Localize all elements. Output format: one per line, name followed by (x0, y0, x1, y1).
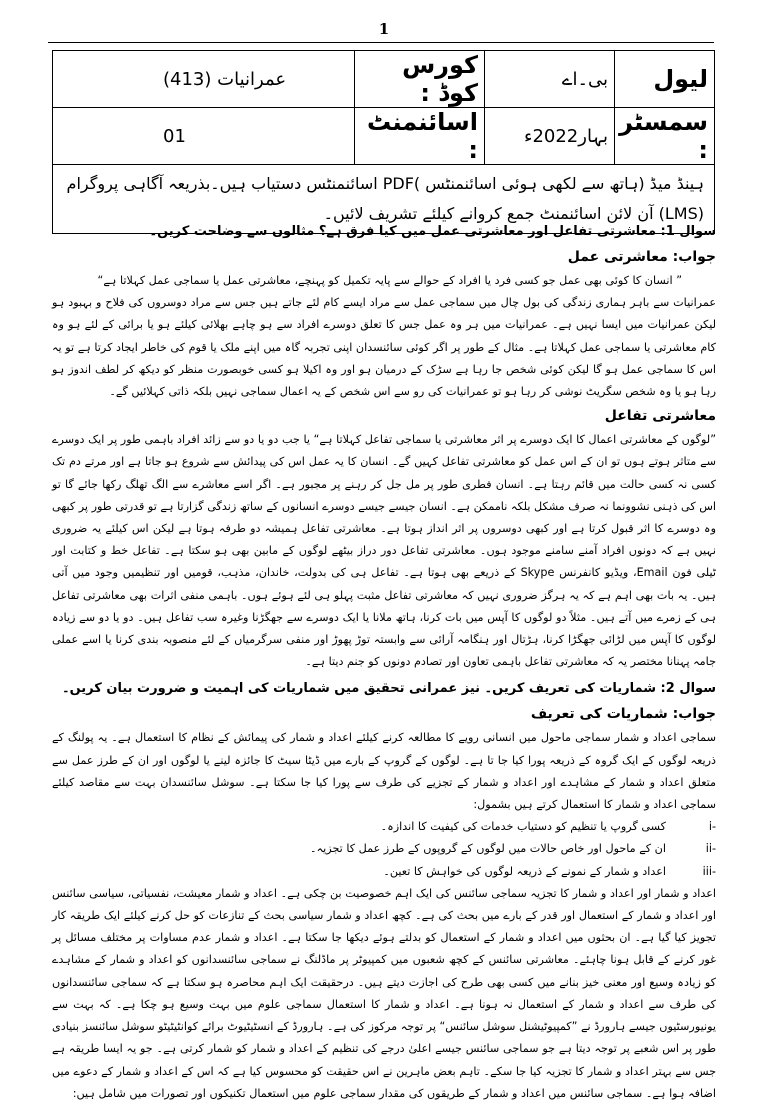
semester-label: سمسٹر : (615, 108, 715, 165)
paragraph: سماجی اعداد و شمار سماجی ماحول میں انسانی رویے کا مطالعہ کرنے کیلئے اعداد و شمار کی پیمائش کے نظام کا استعمال ہے۔ یہ پولنگ کے ذریعہ لوگوں کے ایک گروہ کے ذریعہ پورا کیا جا تا ہے۔ لوگوں کے گروپ کے بارے میں ڈیٹا سیٹ کا جائزہ لینے یا لوگوں اور ان کے طرز عمل سے متعلق اعداد و شمار کے مشاہدے اور اعداد و شمار کے تجزیے کی طرف سے پورا کیا جا سکتا ہے۔ سوشل سائنسدان بہت سے مقاصد کیلئے سماجی اعداد و شمار کا استعمال کرتے ہیں بشمول: (52, 731, 716, 812)
list-number: -i (708, 820, 716, 834)
assignment-label: اسائنمنٹ : (355, 108, 485, 165)
answer-1-heading: جواب: معاشرتی عمل (567, 249, 716, 265)
level-label: لیول (615, 51, 715, 108)
course-code-label: کورس کوڈ : (355, 51, 485, 108)
top-rule (48, 42, 714, 43)
paragraph: عمرانیات سے باہر ہماری زندگی کی بول چال میں سماجی عمل سے مراد ایسے کام لئے جاتے ہیں جس سے مراد دوسروں کی فلاح و بہبود ہو لیکن عمرانیات میں ایسا نہیں ہے۔ عمرانیات میں ہر وہ عمل جس کا تعلق دوسرے افراد سے ہو چاہے بھلائی کیلئے ہو یا برائی کے لئے ہو وہ کام معاشرتی یا سماجی عمل کہلاتا ہے۔ مثال کے طور پر اگر کوئی سائنسدان اپنی تجربہ گاہ میں اپنے ملک یا قوم کی خاطر ایجاد کرتا ہے تو یہ اس کا سماجی عمل ہو گا لیکن کوئی شخص جا رہا ہے سڑک کے درمیان ہو اور وہ اکیلا ہو کسی خوبصورت منظر کو دیکھ کر لطف اندوز ہو رہا ہو یا وہ شخص سگریٹ نوشی کر رہا ہو تو عمرانیات کی رو سے اس شخص کے یہ اعمال سماجی نہیں بلکہ ذاتی کہلائیں گے۔ (52, 296, 716, 399)
definition-quote: ” انسان کا کوئی بھی عمل جو کسی فرد یا افراد کے حوالے سے پایہ تکمیل کو پہنچے، معاشرتی عمل یا سماجی عمل کہلاتا ہے“ (97, 274, 682, 287)
list-text: ان کے ماحول اور خاص حالات میں لوگوں کے گروپوں کے طرز عمل کا تجزیہ۔ (310, 842, 666, 856)
course-code-value: عمرانیات (413) (53, 51, 355, 108)
list-item (52, 838, 716, 860)
level-value: بی۔اے (485, 51, 615, 108)
paragraph: اعداد و شمار اور اعداد و شمار کا تجزیہ سماجی سائنس کی ایک اہم خصوصیت بن چکی ہے۔ اعداد و شمار معیشت، نفسیاتی، سیاسی سائنس اور اعداد و شمار کے استعمال اور قدر کے بارے میں بحث کی ہے۔ کچھ اعداد و شمار سیاسی بحث کے تنازعات کو حل کرنے کیلئے ایک طریقہ کار تجویز کیا گیا ہے۔ ان بحثوں میں اعداد و شمار کے استعمال کو بدلتے ہوئے دیکھا جا سکتا ہے۔ اعداد و شمار عدم مساوات پر مختلف مسائل پر غور کرنے کے قابل ہونا چاہئے۔ معاشرتی سائنس کے کچھ شعبوں میں کمپیوٹر پر ماڈلنگ نے سماجی سائنسدانوں کو اعداد و شمار کے مشاہدے کو زیادہ وسیع اور معنی خیز بنانے میں کسی بھی طرح کی اجازت دیتے ہیں۔ درحقیقت ایک اہم محاصرہ ہو سکتا ہے کہ سماجی سائنسدانوں کی طرف سے اعداد و شمار کے استعمال نہ ہونا ہے۔ اعداد و شمار کا استعمال سماجی علوم میں بہت وسیع ہو چکا ہے۔ کہ بہت سے یونیورسٹیوں جیسے ہارورڈ نے ”کمپیوٹیشنل سوشل سائنس“ پر توجہ مرکوز کی ہے۔ ہارورڈ کے انسٹیٹیوٹ برائے کوانٹیٹیٹو سوشل سائنسز بنیادی طور پر اس شعبے پر توجہ دیتا ہے جو سماجی سائنس جیسے اعلیٰ درجے کی تنظیم کے اعداد و شمار کو شمار کرتی ہے۔ جو یہ ایسا طریقہ ہے جس سے بہتر اعداد و شمار کا تجزیہ کیا جا سکے۔ تاہم بعض ماہرین نے اس حقیقت کو محسوس کیا ہے کہ اس کے اعداد و شمار کے دعوے میں اضافہ ہوا ہے۔ سماجی سائنس میں اعداد و شمار کے طریقوں کی مقدار سماجی علوم میں استعمال تکنیکوں اور تصورات میں شامل ہیں: (52, 886, 716, 1100)
assignment-value: 01 (53, 108, 355, 165)
list-text: اعداد و شمار کے نمونے کے ذریعہ لوگوں کی خواہش کا تعین۔ (383, 864, 666, 878)
subheading-social-interaction: معاشرتی تفاعل (604, 408, 716, 425)
list-item (52, 861, 716, 883)
answer-2-heading: جواب: شماریات کی تعریف (530, 706, 716, 723)
list-number: -ii (705, 842, 716, 856)
document-body (52, 220, 716, 1105)
list-number: -iii (702, 864, 716, 878)
page-number: 1 (378, 20, 390, 38)
question-1: سوال 1: معاشرتی تفاعل اور معاشرتی عمل میں کیا فرق ہے؟ مثالوں سے وضاحت کریں۔ (149, 224, 716, 239)
paragraph: ”لوگوں کے معاشرتی اعمال کا ایک دوسرے پر اثر معاشرتی یا سماجی تفاعل کہلاتا ہے“ یا جب دو یا دو سے زائد افراد باہمی طور پر ایک دوسرے سے متاثر ہوتے ہوں تو ان کے اس عمل کو معاشرتی تفاعل کہیں گے۔ انسان کا یہ عمل اس کی پیدائش سے شروع ہو جاتا ہے اور مرتے دم تک کسی نہ کسی حالت میں قائم رہتا ہے۔ انسان فطری طور پر مل جل کر رہنے پر مجبور ہے۔ اگر اسے معاشرے سے الگ تھلگ رکھا جائے گا تو اس کی ذہنی نشوونما نہ صرف مشکل بلکہ ناممکن ہے۔ انسان جیسے جیسے دوسرے انسانوں کے ساتھ زندگی گزارتا ہے تو قدرتی طور پر کبھی وہ دوسرے کا اثر قبول کرتا ہے اور کبھی دوسروں پر اثر انداز ہوتا ہے۔ معاشرتی تفاعل ہمیشہ دو طرفہ ہوتا ہے لیکن اس کیلئے یہ ضروری نہیں ہے کہ دونوں افراد آمنے سامنے موجود ہوں۔ معاشرتی تفاعل دور دراز بیٹھے لوگوں کے مابین بھی ہو سکتا ہے۔ تفاعل خط و کتابت اور ٹیلی فون Email، ویڈیو کانفرنس Skype کے ذریعے بھی ہوتا ہے۔ تفاعل ہی کی بدولت، خاندان، مذہب، قومیں اور تنظیمیں وجود میں آتی ہیں۔ یہ بات بھی اہم ہے کہ یہ ہرگز ضروری نہیں کہ معاشرتی تفاعل مثبت پہلو ہی لئے ہوئے ہوں۔ باہمی منفی اثرات بھی معاشرتی تفاعل ہی کے زمرے میں آتے ہیں۔ مثلاً دو لوگوں کا آپس میں بات کرنا، ہاتھ ملانا یا ایک دوسرے سے جھگڑنا وغیرہ سب تفاعل ہیں۔ دو یا دو سے زیادہ لوگوں کا آپس میں لڑائی جھگڑا کرنا، ہڑتال اور ہنگامہ آرائی سے وابستہ توڑ پھوڑ اور منفی سرگرمیاں کے لئے منصوبہ بندی کرنا یا اسے عملی جامہ پہنانا مختصر یہ کہ معاشرتی تفاعل باہمی تعاون اور تصادم دونوں کو جنم دیتا ہے۔ (52, 433, 716, 669)
semester-value: بہار2022ء (485, 108, 615, 165)
list-text: کسی گروپ یا تنظیم کو دستیاب خدمات کی کیفیت کا اندازہ۔ (380, 820, 666, 834)
question-2: سوال 2: شماریات کی تعریف کریں۔ نیز عمرانی تحقیق میں شماریات کی اہمیت و ضرورت بیان کریں۔ (61, 681, 716, 697)
assignment-header-table (52, 50, 715, 234)
submission-notice: ہینڈ میڈ (ہاتھ سے لکھی ہوئی اسائنمنٹس )PDF اسائنمنٹس دستیاب ہیں۔بذریعہ آگاہی پروگرام (LMS) آن لائن اسائنمنٹ جمع کروانے کیلئے تشریف لائیں۔ (53, 165, 715, 234)
list-item (52, 816, 716, 838)
